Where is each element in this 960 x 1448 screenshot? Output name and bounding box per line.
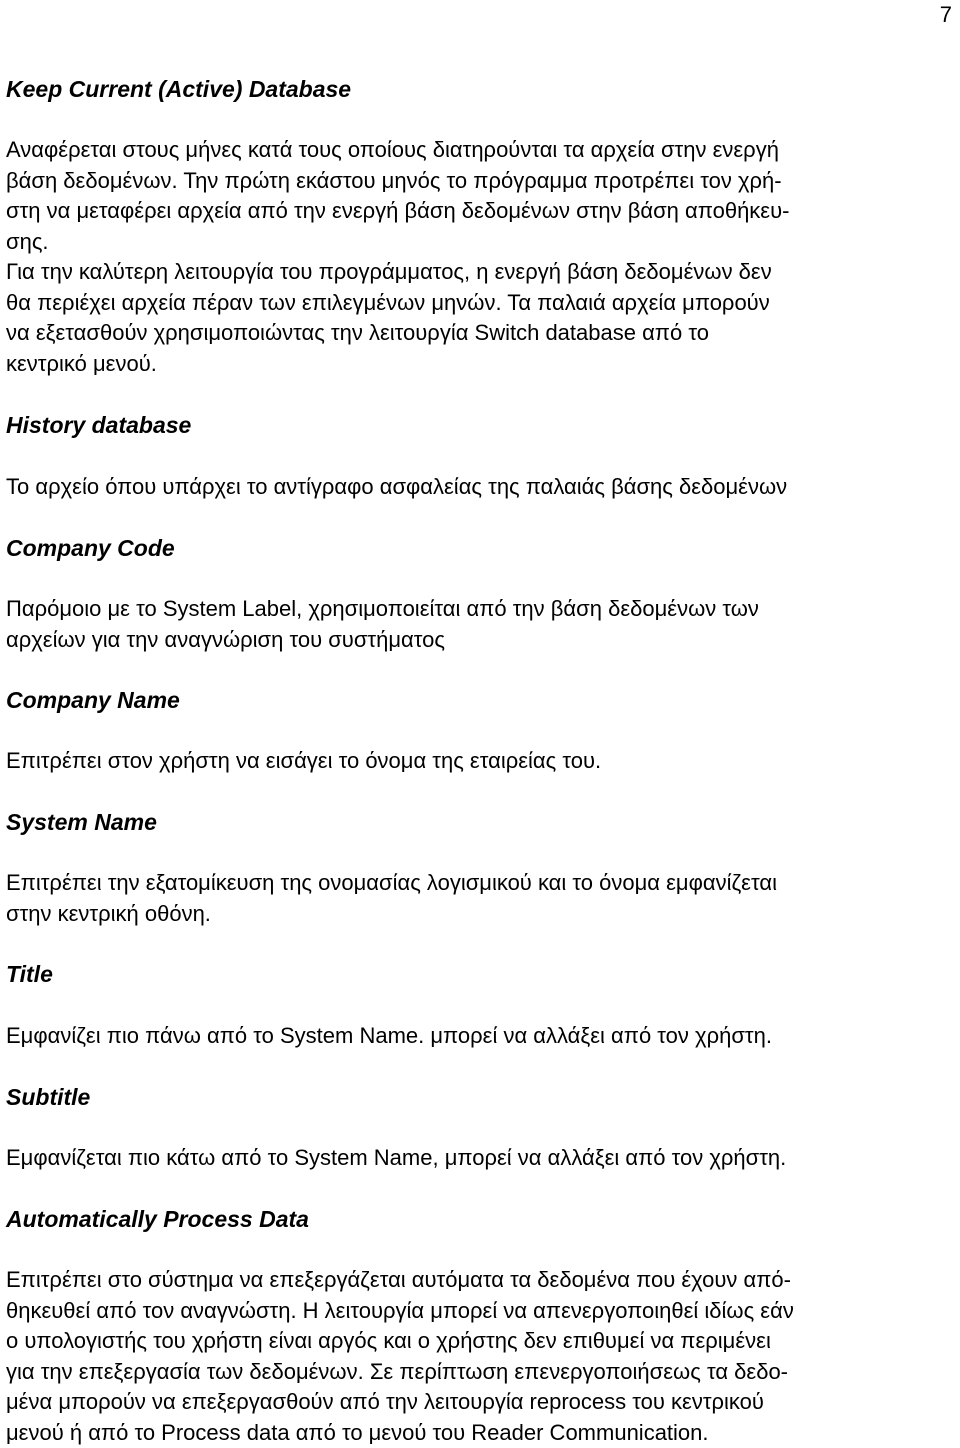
- paragraph-line: Το αρχείο όπου υπάρχει το αντίγραφο ασφαλείας της παλαιάς βάσης δεδομένων: [6, 474, 788, 499]
- paragraph-line: Εμφανίζεται πιο κάτω από το System Name, μπορεί να αλλάξει από τον χρήστη.: [6, 1145, 787, 1170]
- paragraph-line: κεντρικό μενού.: [6, 350, 157, 376]
- paragraph-line: στην κεντρική οθόνη.: [6, 900, 211, 926]
- paragraph-line: μένα μπορούν να επεξεργασθούν από την λειτουργία reprocess του κεντρικού: [6, 1389, 764, 1414]
- section-paragraph-subtitle: [6, 1143, 786, 1174]
- paragraph-line: αρχείων για την αναγνώριση του συστήματος: [6, 626, 445, 652]
- section-paragraph-keep-current-database: [6, 135, 789, 379]
- page-number: 7: [939, 2, 952, 27]
- section-paragraph-title: [6, 1021, 772, 1052]
- section-paragraph-automatically-process-data: [6, 1265, 794, 1448]
- paragraph-line: μενού ή από το Process data από το μενού του Reader Communication.: [6, 1419, 709, 1445]
- paragraph-line: θα περιέχει αρχεία πέραν των επιλεγμένων μηνών. Τα παλαιά αρχεία μπορούν: [6, 289, 770, 315]
- paragraph-line: Εμφανίζει πιο πάνω από το System Name. μπορεί να αλλάξει από τον χρήστη.: [6, 1023, 772, 1048]
- paragraph-line: να εξετασθούν χρησιμοποιώντας την λειτουργία Switch database από το: [6, 320, 709, 345]
- paragraph-line: στη να μεταφέρει αρχεία από την ενεργή βάση δεδομένων στην βάση αποθήκευ-: [6, 198, 790, 223]
- paragraph-line: Παρόμοιο με το System Label, χρησιμοποιείται από την βάση δεδομένων των: [6, 596, 759, 621]
- section-heading-company-name: Company Name: [6, 687, 180, 713]
- section-heading-system-name: System Name: [6, 809, 157, 835]
- section-heading-history-database: History database: [6, 412, 192, 438]
- paragraph-line: θηκευθεί από τον αναγνώστη. Η λειτουργία μπορεί να απενεργοποιηθεί ιδίως εάν: [6, 1297, 794, 1323]
- section-heading-company-code: Company Code: [6, 535, 175, 561]
- paragraph-line: βάση δεδομένων. Την πρώτη εκάστου μηνός το πρόγραμμα προτρέπει τον χρή-: [6, 167, 782, 193]
- section-heading-keep-current-database: Keep Current (Active) Database: [6, 76, 352, 102]
- section-heading-automatically-process-data: Automatically Process Data: [6, 1206, 309, 1232]
- paragraph-line: ο υπολογιστής του χρήστη είναι αργός και ο χρήστης δεν επιθυμεί να περιμένει: [6, 1328, 771, 1353]
- section-heading-title: Title: [6, 961, 53, 987]
- paragraph-line: Αναφέρεται στους μήνες κατά τους οποίους διατηρούνται τα αρχεία στην ενεργή: [6, 137, 779, 162]
- paragraph-line: Επιτρέπει στο σύστημα να επεξεργάζεται αυτόματα τα δεδομένα που έχουν από-: [6, 1267, 791, 1292]
- paragraph-line: Επιτρέπει στον χρήστη να εισάγει το όνομα της εταιρείας του.: [6, 748, 602, 773]
- section-paragraph-company-code: [6, 594, 759, 655]
- paragraph-line: για την επεξεργασία των δεδομένων. Σε περίπτωση επενεργοποιήσεως τα δεδο-: [6, 1358, 789, 1384]
- paragraph-line: Επιτρέπει την εξατομίκευση της ονομασίας λογισμικού και το όνομα εμφανίζεται: [6, 870, 777, 895]
- section-paragraph-history-database: [6, 472, 787, 503]
- section-paragraph-company-name: [6, 746, 601, 777]
- section-heading-subtitle: Subtitle: [6, 1084, 91, 1110]
- paragraph-line: σης.: [6, 228, 49, 254]
- paragraph-line: Για την καλύτερη λειτουργία του προγράμματος, η ενεργή βάση δεδομένων δεν: [6, 259, 772, 284]
- section-paragraph-system-name: [6, 868, 777, 929]
